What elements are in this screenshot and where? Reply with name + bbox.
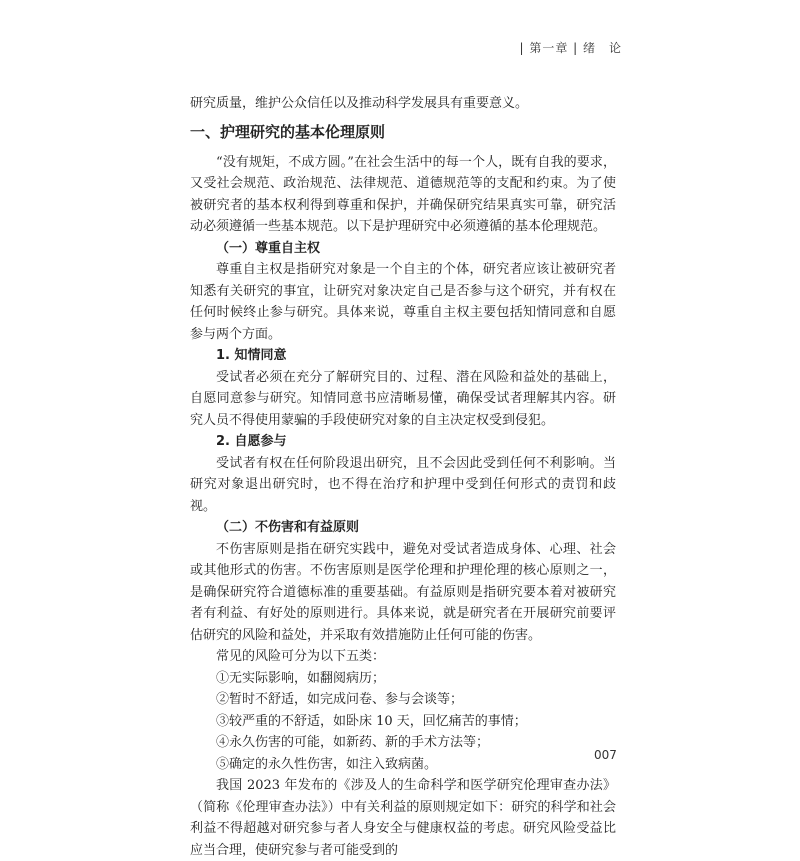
subsection-heading: （二）不伤害和有益原则 — [216, 520, 360, 535]
item-heading: 2. 自愿参与 — [216, 434, 287, 449]
section-heading: 一、护理研究的基本伦理原则 — [190, 122, 386, 141]
risk-list-item: ①无实际影响，如翻阅病历； — [216, 670, 386, 686]
paragraph: “没有规矩，不成方圆。”在社会生活中的每一个人，既有自我的要求，又受社会规范、政治规范、法律规范、道德规范等的支配和约束。为了使被研究者的基本权利得到尊重和保护，并确保研究结果真实可靠，研究活动必须遵循一些基本规范。以下是护理研究中必须遵循的基本伦理规范。 — [190, 154, 616, 234]
subsection-heading: （一）尊重自主权 — [216, 240, 321, 256]
body-text — [190, 93, 616, 861]
running-head: | 第一章 | 绪 论 — [519, 41, 622, 55]
page-number: 007 — [594, 748, 617, 762]
paragraph-continuation: 研究质量，维护公众信任以及推动科学发展具有重要意义。 — [190, 96, 529, 111]
paragraph: 受试者有权在任何阶段退出研究，且不会因此受到任何不利影响。当研究对象退出研究时，也不得在治疗和护理中受到任何形式的责罚和歧视。 — [190, 455, 616, 514]
paragraph: 不伤害原则是指在研究实践中，避免对受试者造成身体、心理、社会或其他形式的伤害。不伤害原则是医学伦理和护理伦理的核心原则之一，是确保研究符合道德标准的重要基础。有益原则是指研究要本着对被研究者有利益、有好处的原则进行。具体来说，就是研究者在开展研究前要评估研究的风险和益处，并采取有效措施防止任何可能的伤害。 — [190, 541, 616, 643]
paragraph: 受试者必须在充分了解研究目的、过程、潜在风险和益处的基础上，自愿同意参与研究。知情同意书应清晰易懂，确保受试者理解其内容。研究人员不得使用蒙骗的手段使研究对象的自主决定权受到侵犯。 — [190, 369, 616, 428]
risk-list-item: ②暂时不舒适，如完成问卷、参与会谈等； — [216, 692, 464, 707]
risk-list-item: ④永久伤害的可能，如新药、新的手术方法等； — [216, 735, 490, 750]
paragraph: 我国 2023 年发布的《涉及人的生命科学和医学研究伦理审查办法》（简称《伦理审查办法》）中有关利益的原则规定如下：研究的科学和社会利益不得超越对研究参与者人身安全与健康权益的考虑。研究风险受益比应当合理，使研究参与者可能受到的 — [190, 778, 616, 858]
paragraph: 常见的风险可分为以下五类： — [216, 649, 386, 664]
risk-list-item: ③较严重的不舒适，如卧床 10 天，回忆痛苦的事情； — [216, 713, 527, 729]
risk-list-item: ⑤确定的永久性伤害，如注入致病菌。 — [216, 756, 438, 772]
paragraph: 尊重自主权是指研究对象是一个自主的个体，研究者应该让被研究者知悉有关研究的事宜，让研究对象决定自己是否参与这个研究，并有权在任何时候终止参与研究。具体来说，尊重自主权主要包括知情同意和自愿参与两个方面。 — [190, 262, 616, 342]
item-heading: 1. 知情同意 — [216, 348, 287, 363]
